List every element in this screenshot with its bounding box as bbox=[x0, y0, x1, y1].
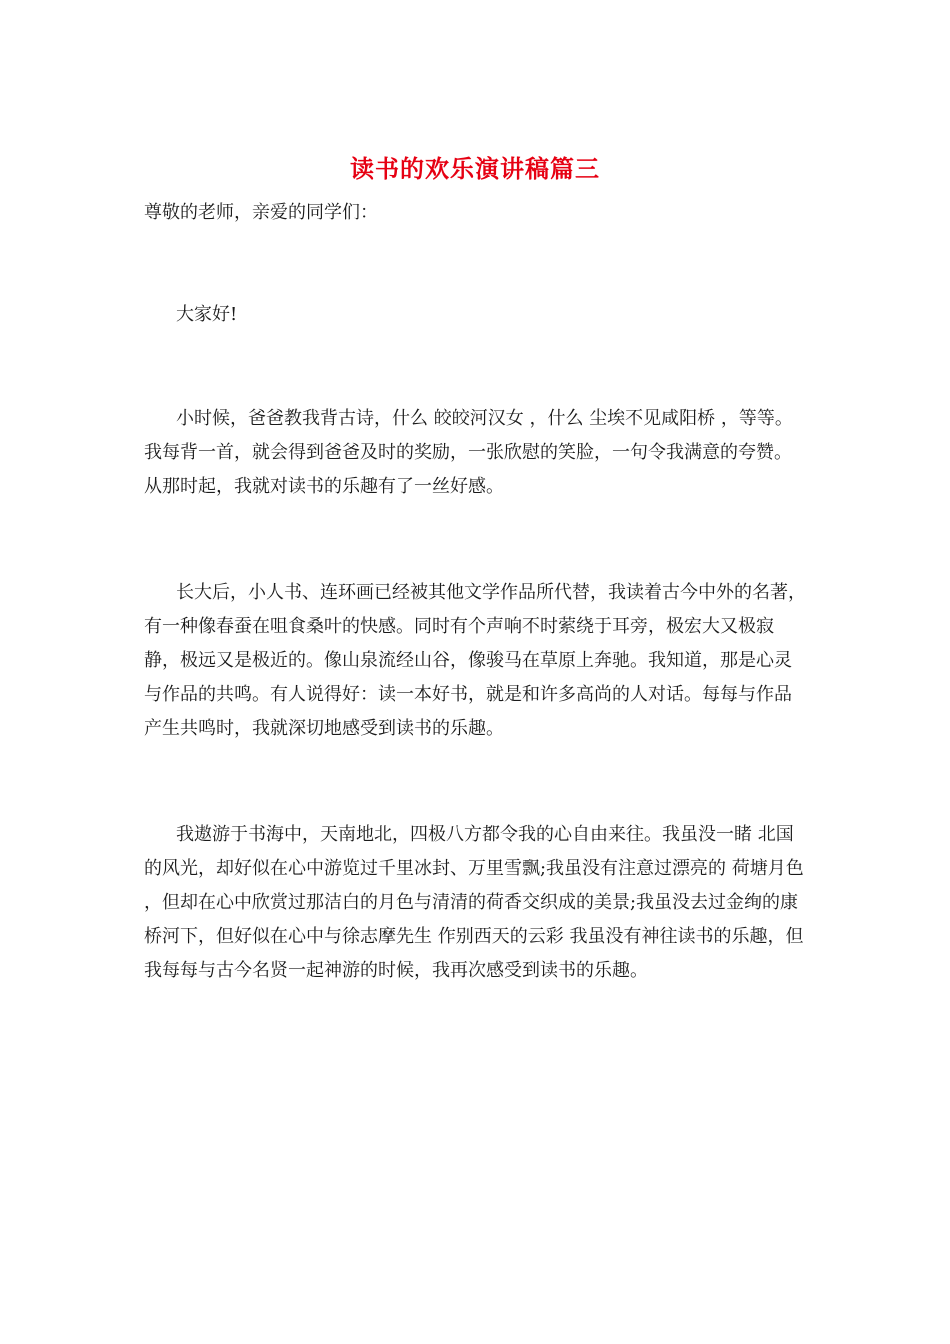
paragraph-childhood: 小时候，爸爸教我背古诗，什么 皎皎河汉女 ，什么 尘埃不见咸阳桥 ，等等。我每背一首，就会得到爸爸及时的奖励，一张欣慰的笑脸，一句令我满意的夸赞。从那时起，我就对读书的乐趣有了一丝好感。 bbox=[144, 408, 793, 497]
paragraph-book-travel: 我遨游于书海中，天南地北，四极八方都令我的心自由来往。我虽没一睹 北国 的风光，却好似在心中游览过千里冰封、万里雪飘;我虽没有注意过漂亮的 荷塘月色 ，但却在心中欣赏过那洁白的月色与清清的荷香交织成的美景;我虽没去过金绚的康桥河下，但好似在心中与徐志摩先生 作别西天的云彩 我虽没有神往读书的乐趣，但我每每与古今名贤一起神游的时候，我再次感受到读书的乐趣。 bbox=[144, 824, 804, 981]
paragraph-growing-up: 长大后，小人书、连环画已经被其他文学作品所代替，我读着古今中外的名著，有一种像春蚕在咀食桑叶的快感。同时有个声响不时萦绕于耳旁，极宏大又极寂静，极远又是极近的。像山泉流经山谷，像骏马在草原上奔驰。我知道，那是心灵与作品的共鸣。有人说得好：读一本好书，就是和许多高尚的人对话。每每与作品产生共鸣时，我就深切地感受到读书的乐趣。 bbox=[144, 582, 806, 739]
paragraph-greeting: 大家好! bbox=[176, 304, 238, 325]
salutation: 尊敬的老师，亲爱的同学们： bbox=[144, 202, 378, 223]
document-title: 读书的欢乐演讲稿篇三 bbox=[350, 154, 600, 183]
